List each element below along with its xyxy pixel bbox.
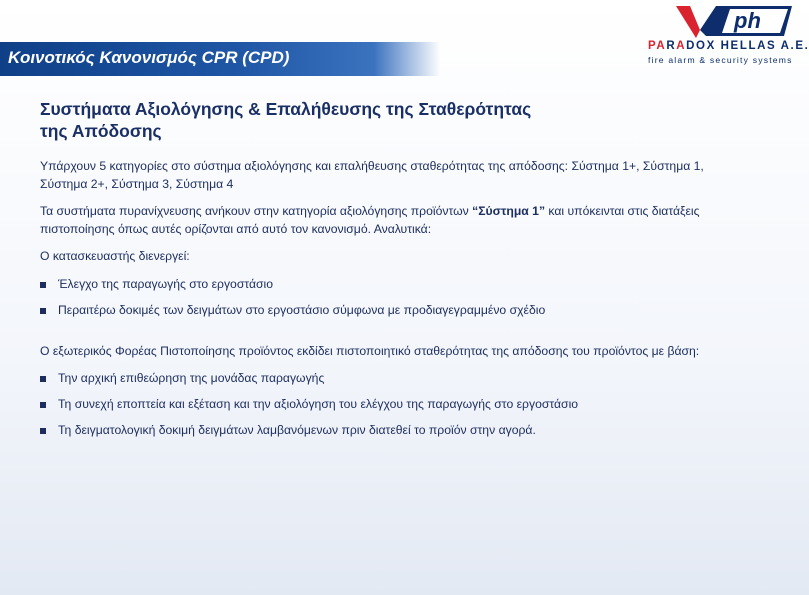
slide-header-title: Κοινοτικός Κανονισμός CPR (CPD) xyxy=(8,48,290,67)
list-item xyxy=(40,396,754,413)
list-item xyxy=(40,302,754,319)
bullet-square-icon xyxy=(40,282,46,288)
fire-systems-text-before: Τα συστήματα πυρανίχνευσης ανήκουν στην κατηγορία αξιολόγησης προϊόντων xyxy=(40,204,473,218)
fire-systems-text-after: και υπόκεινται στις διατάξεις πιστοποίησης όπως αυτές ορίζονται από αυτό τον κανονισμό. Αναλυτικά: xyxy=(40,204,700,236)
list-item xyxy=(40,422,754,439)
list-item xyxy=(40,370,754,387)
logo-company-name xyxy=(648,40,809,52)
bullet-square-icon xyxy=(40,402,46,408)
bullet-square-icon xyxy=(40,428,46,434)
paradox-hellas-logo xyxy=(620,4,809,76)
section-title xyxy=(40,98,754,142)
list-item-text: Περαιτέρω δοκιμές των δειγμάτων στο εργοστάσιο σύμφωνα με προδιαγεγραμμένο σχέδιο xyxy=(58,302,546,317)
header-bar xyxy=(0,42,440,76)
logo-mark-text: ph xyxy=(734,8,761,33)
bullet-square-icon xyxy=(40,376,46,382)
manufacturer-list xyxy=(40,276,754,319)
list-item xyxy=(40,276,754,293)
list-item-text: Τη δειγματολογική δοκιμή δειγμάτων λαμβανόμενων πριν διατεθεί το προϊόν στην αγορά. xyxy=(58,423,536,437)
manufacturer-label: Ο κατασκευαστής διενεργεί: xyxy=(40,249,190,263)
certification-basis-list xyxy=(40,370,754,439)
slide-content xyxy=(40,98,754,448)
logo-name-r: R xyxy=(666,40,677,52)
logo-name-pa: PA xyxy=(648,40,667,52)
logo-name-rest: DOX HELLAS A.E. xyxy=(686,40,809,52)
logo-tagline: fire alarm & security systems xyxy=(648,55,793,65)
list-item-text: Την αρχική επιθεώρηση της μονάδας παραγωγής xyxy=(58,371,325,385)
logo-name-a: A xyxy=(676,40,687,52)
list-item-text: Τη συνεχή εποπτεία και εξέταση και την αξιολόγηση του ελέγχου της παραγωγής στο εργοστάσιο xyxy=(58,397,579,411)
certification-body-label: Ο εξωτερικός Φορέας Πιστοποίησης προϊόντος εκδίδει πιστοποιητικό σταθερότητας της απόδοσης του προϊόντος με βάση: xyxy=(40,343,700,358)
section-title-line-1: Συστήματα Αξιολόγησης & Επαλήθευσης της Σταθερότητας xyxy=(40,99,532,119)
section-title-line-2: της Απόδοσης xyxy=(40,121,162,141)
fire-systems-paragraph xyxy=(40,203,754,238)
bullet-square-icon xyxy=(40,308,46,314)
list-item-text: Έλεγχο της παραγωγής στο εργοστάσιο xyxy=(58,276,274,291)
intro-paragraph: Υπάρχουν 5 κατηγορίες στο σύστημα αξιολόγησης και επαλήθευσης σταθερότητας της απόδοσης: Σύστημα 1+, Σύστημα 1, Σύστημα 2+, Σύστημα 3, Σύστημα 4 xyxy=(40,159,704,191)
ph-logo-mark-icon xyxy=(676,4,794,38)
fire-systems-bold: “Σύστημα 1” xyxy=(472,204,546,218)
